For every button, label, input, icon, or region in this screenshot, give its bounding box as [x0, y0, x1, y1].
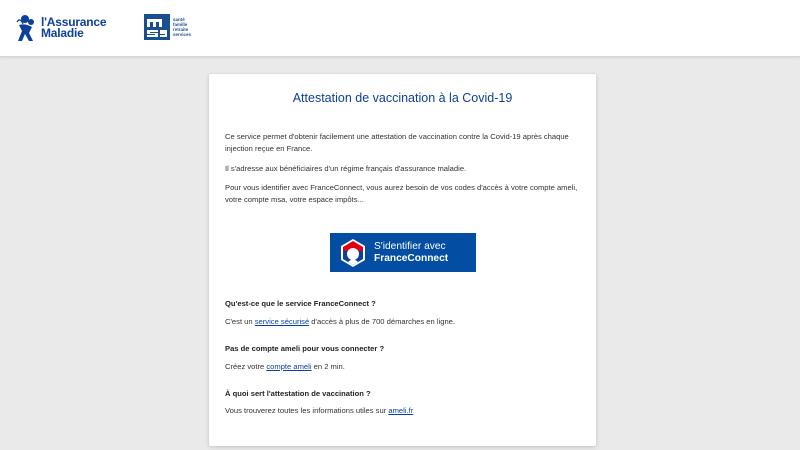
page-title: Attestation de vaccination à la Covid-19: [292, 91, 513, 105]
assurance-maladie-logo[interactable]: [16, 12, 116, 44]
site-header: [0, 0, 800, 57]
assurance-maladie-figure-icon: [16, 13, 38, 43]
fc-button-line1: S'identifier avec: [374, 240, 446, 252]
faq-answer-1: [225, 316, 581, 328]
fc-button-line2: FranceConnect: [374, 252, 449, 264]
faq-answer-2: [225, 361, 581, 373]
vaccination-card: [209, 74, 596, 446]
msa-tag-3: retraite: [173, 27, 189, 32]
ameli-logo-line1: l'Assurance: [41, 15, 107, 29]
faq-answer-1-before: C'est un: [225, 317, 255, 326]
msa-tag-1: santé: [173, 17, 185, 22]
faq-question-1: Qu'est-ce que le service FranceConnect ?: [225, 299, 376, 308]
faq-question-2: Pas de compte ameli pour vous connecter ?: [225, 344, 385, 353]
faq-answer-2-after: en 2 min.: [311, 362, 345, 371]
franceconnect-button[interactable]: [330, 233, 476, 272]
msa-emblem-icon: [144, 14, 170, 40]
intro-paragraph-3: Pour vous identifier avec FranceConnect, vous aurez besoin de vos codes d'accès à votre compte ameli, votre compte msa, votre espace impôts...: [225, 183, 578, 204]
faq-answer-3: [225, 405, 581, 417]
msa-logo[interactable]: [144, 13, 202, 41]
msa-tag-2: famille: [173, 22, 188, 27]
msa-tag-4: services: [173, 32, 192, 37]
intro-paragraph-2: Il s'adresse aux bénéficiaires d'un régime français d'assurance maladie.: [225, 164, 467, 173]
franceconnect-icon: [339, 238, 367, 268]
faq-question-3: À quoi sert l'attestation de vaccination ?: [225, 389, 371, 398]
intro-paragraph-1: Ce service permet d'obtenir facilement une attestation de vaccination contre la Covid-19 après chaque injection reçue en France.: [225, 132, 569, 153]
ameli-fr-link[interactable]: ameli.fr: [388, 406, 414, 415]
faq-answer-3-before: Vous trouverez toutes les informations utiles sur: [225, 406, 389, 415]
faq-answer-1-after: d'accès à plus de 700 démarches en ligne.: [309, 317, 456, 326]
ameli-logo-line2: Maladie: [41, 26, 84, 40]
faq-answer-2-before: Créez votre: [225, 362, 267, 371]
service-securise-link[interactable]: service sécurisé: [254, 317, 310, 326]
compte-ameli-link[interactable]: compte ameli: [266, 362, 312, 371]
